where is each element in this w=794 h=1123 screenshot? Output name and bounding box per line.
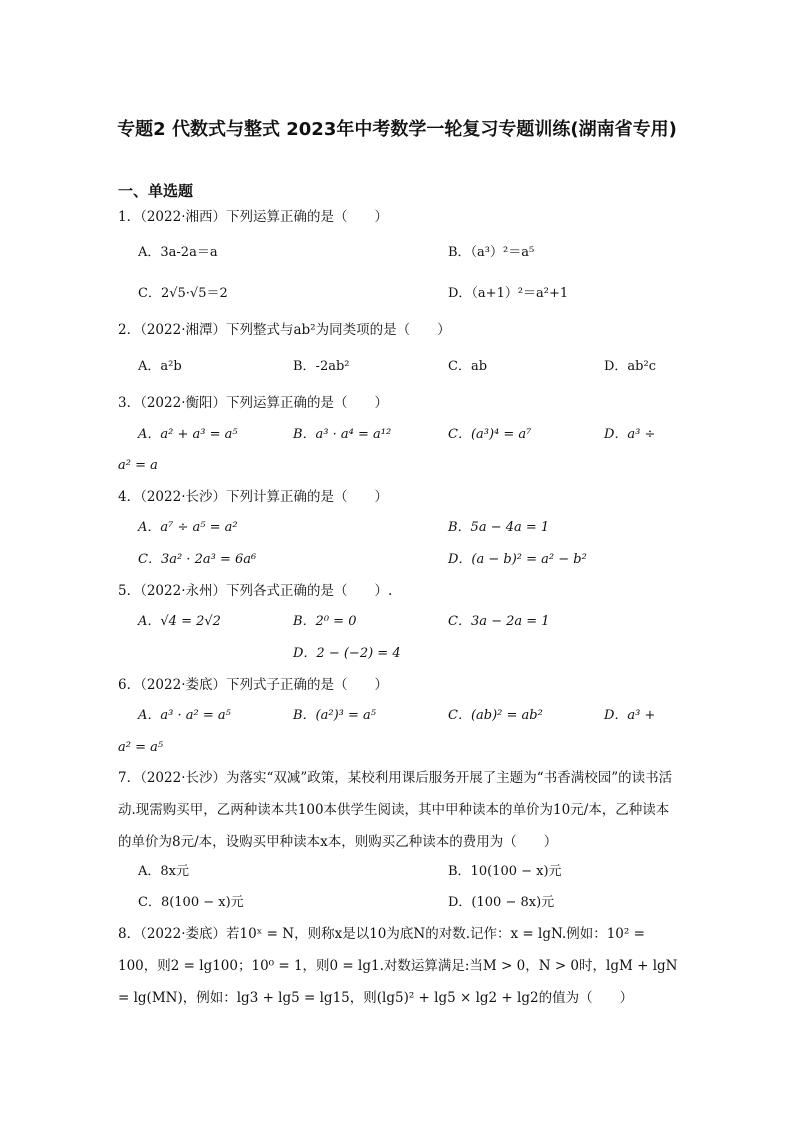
question-5-option-b[interactable]: B．2⁰ = 0 [293, 614, 357, 629]
question-7-option-b[interactable]: B．10(100 − x)元 [448, 864, 562, 879]
question-4-option-d[interactable]: D．(a − b)² = a² − b² [448, 552, 587, 567]
question-3-stem: 3．（2022·衡阳）下列运算正确的是（ ） [118, 395, 388, 411]
question-3-option-c[interactable]: C．(a³)⁴ = a⁷ [448, 427, 532, 442]
question-7-option-d[interactable]: D．(100 − 8x)元 [448, 895, 555, 910]
question-2-option-b[interactable]: B．-2ab² [293, 359, 350, 374]
section-heading: 一、单选题 [118, 182, 194, 200]
question-7-stem: 7．（2022·长沙）为落实“双减”政策，某校利用课后服务开展了主题为“书香满校园”的读书活动.现需购买甲，乙两种读本共100本供学生阅读，其中甲种读本的单价为10元/本，乙种读本的单价为8元/本，设购买甲种读本x本，则购买乙种读本的费用为（ ） [118, 770, 673, 850]
question-6-option-d-continued: a² = a⁵ [118, 740, 164, 755]
question-1-stem: 1．（2022·湘西）下列运算正确的是（ ） [118, 209, 388, 225]
question-5-option-d[interactable]: D．2 − (−2) = 4 [293, 646, 401, 661]
question-2-stem: 2．（2022·湘潭）下列整式与ab²为同类项的是（ ） [118, 322, 451, 338]
question-6-option-b[interactable]: B．(a²)³ = a⁵ [293, 708, 376, 723]
question-3-option-d-continued: a² = a [118, 458, 158, 473]
question-3-option-a[interactable]: A．a² + a³ = a⁵ [138, 427, 238, 442]
question-6-stem: 6．（2022·娄底）下列式子正确的是（ ） [118, 677, 388, 693]
question-4-option-b[interactable]: B．5a − 4a = 1 [448, 520, 550, 535]
question-1-option-b[interactable]: B．（a³）²＝a⁵ [448, 245, 535, 260]
question-1-option-a[interactable]: A．3a-2a＝a [138, 245, 218, 260]
question-1-option-d[interactable]: D．（a+1）²＝a²+1 [448, 286, 569, 301]
question-3-option-b[interactable]: B．a³ · a⁴ = a¹² [293, 427, 392, 442]
question-5-stem: 5．（2022·永州）下列各式正确的是（ ）. [118, 583, 393, 599]
question-1-option-c[interactable]: C．2√5·√5＝2 [138, 286, 228, 301]
question-7-option-a[interactable]: A．8x元 [138, 864, 189, 879]
question-2-option-d[interactable]: D．ab²c [604, 359, 656, 374]
page-title: 专题2 代数式与整式 2023年中考数学一轮复习专题训练(湖南省专用) [117, 119, 677, 140]
question-8-stem: 8．（2022·娄底）若10ˣ = N，则称x是以10为底N的对数.记作：x = lgN.例如：10² = 100，则2 = lg100；10⁰ = 1，则0 = lg1.对数运算满足:当M > 0，N > 0时，lgM + lgN = lg(MN)，例如：lg3 + lg5 = lg15，则(lg5)² + lg5 × lg2 + lg2的值为（ ） [118, 926, 678, 1006]
question-4-option-c[interactable]: C．3a² · 2a³ = 6a⁶ [138, 552, 257, 567]
question-7-option-c[interactable]: C．8(100 − x)元 [138, 895, 244, 910]
question-2-option-a[interactable]: A．a²b [138, 359, 182, 374]
question-5-option-a[interactable]: A．√4 = 2√2 [138, 614, 221, 629]
question-6-option-c[interactable]: C．(ab)² = ab² [448, 708, 543, 723]
question-4-stem: 4．（2022·长沙）下列计算正确的是（ ） [118, 489, 388, 505]
question-6-option-a[interactable]: A．a³ · a² = a⁵ [138, 708, 231, 723]
question-3-option-d[interactable]: D．a³ ÷ [604, 427, 656, 442]
question-2-option-c[interactable]: C．ab [448, 359, 488, 374]
question-6-option-d[interactable]: D．a³ + [604, 708, 656, 723]
question-5-option-c[interactable]: C．3a − 2a = 1 [448, 614, 550, 629]
question-4-option-a[interactable]: A．a⁷ ÷ a⁵ = a² [138, 520, 238, 535]
